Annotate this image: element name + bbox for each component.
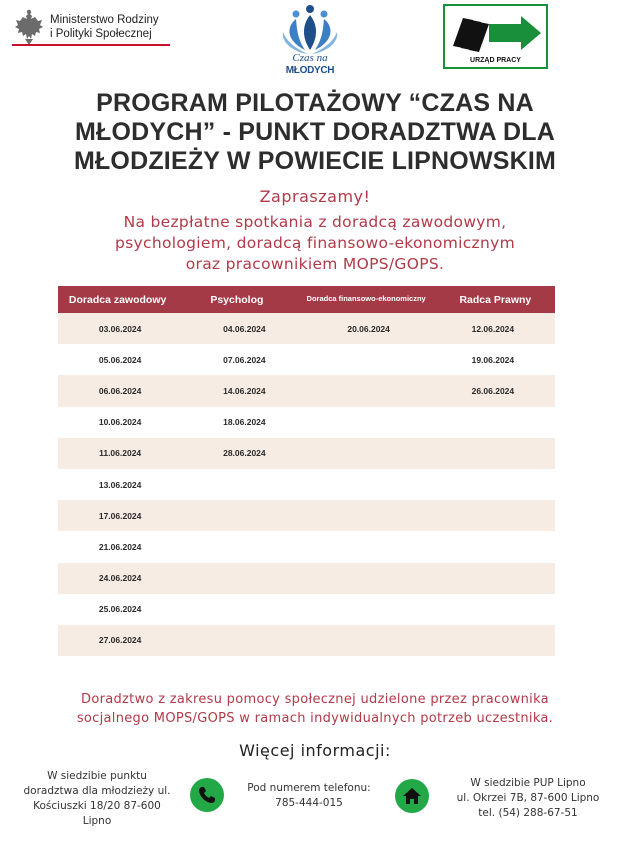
table-cell: 03.06.2024 (98, 323, 142, 334)
table-cell: 14.06.2024 (223, 385, 266, 396)
contact3-line2: ul. Okrzei 7B, 87-600 Lipno (456, 792, 600, 804)
table-cell (431, 531, 555, 562)
title-line2: MŁODYCH” - PUNKT DORADZTWA DLA (74, 118, 556, 146)
table-row (58, 438, 555, 469)
czas-logo-title: Czas na (292, 52, 328, 64)
table-cell: 26.06.2024 (471, 385, 515, 396)
table-cell: 17.06.2024 (98, 510, 142, 521)
czas-na-mlodych-logo (275, 2, 345, 82)
ministry-line2: i Polityki Społecznej (50, 28, 152, 40)
czas-logo-subtitle: MŁODYCH (285, 65, 335, 76)
table-cell: 07.06.2024 (223, 354, 266, 365)
title-line1: PROGRAM PILOTAŻOWY “CZAS NA (96, 89, 534, 117)
table-cell: 19.06.2024 (471, 354, 515, 365)
page-title (30, 89, 600, 176)
table-row (58, 625, 555, 656)
ministry-rule (12, 44, 170, 46)
eagle-emblem-icon (12, 9, 46, 47)
table-cell (307, 375, 431, 406)
table-cell: 21.06.2024 (98, 541, 142, 552)
intro-line3: oraz pracownikiem MOPS/GOPS. (185, 255, 445, 273)
table-row (58, 563, 555, 594)
table-cell (58, 656, 182, 687)
contact-pup-office (438, 776, 618, 821)
column-header-doradca-finansowy: Doradca finansowo-ekonomiczny (306, 294, 426, 304)
table-cell: 27.06.2024 (98, 635, 142, 646)
column-header-psycholog: Psycholog (210, 293, 264, 306)
schedule-header-row (58, 286, 555, 313)
column-header-doradca-zawodowy: Doradca zawodowy (68, 293, 167, 306)
phone-icon (190, 778, 224, 812)
contact2-line1: Pod numerem telefonu: (247, 782, 371, 794)
table-cell (307, 594, 431, 625)
pup-logo-label: URZĄD PRACY (470, 57, 521, 64)
table-cell: 12.06.2024 (471, 323, 515, 334)
table-cell (431, 594, 555, 625)
people-figures-icon (275, 2, 345, 58)
table-row (58, 469, 555, 500)
table-cell: 25.06.2024 (98, 604, 142, 615)
table-cell (182, 563, 306, 594)
table-cell: 11.06.2024 (99, 448, 142, 459)
table-cell (182, 625, 306, 656)
note-line2: socjalnego MOPS/GOPS w ramach indywidualnych potrzeb uczestnika. (76, 711, 554, 726)
social-assistance-note (20, 690, 610, 728)
table-row (58, 531, 555, 562)
intro-line2: psychologiem, doradcą finansowo-ekonomicznym (115, 234, 515, 252)
table-cell (431, 469, 555, 500)
invite-text: Zapraszamy! (259, 187, 371, 206)
table-cell (431, 500, 555, 531)
title-line3: MŁODZIEŻY W POWIECIE LIPNOWSKIM (73, 147, 557, 175)
ministry-line1: Ministerstwo Rodziny (50, 14, 159, 26)
table-cell (182, 531, 306, 562)
table-cell (182, 594, 306, 625)
schedule-table (58, 286, 555, 687)
table-cell (431, 438, 555, 469)
contact1-line3: Kościuszki 18/20 87-600 (33, 800, 161, 812)
table-cell (431, 563, 555, 594)
table-cell (307, 563, 431, 594)
table-row (58, 407, 555, 438)
table-cell (431, 656, 555, 687)
table-cell (307, 656, 431, 687)
intro-text (60, 212, 570, 275)
ministry-name (50, 9, 159, 41)
table-cell: 13.06.2024 (98, 479, 142, 490)
table-row (58, 375, 555, 406)
table-row (58, 594, 555, 625)
schedule-body (58, 313, 555, 687)
table-cell: 24.06.2024 (98, 573, 142, 584)
contact3-line3: tel. (54) 288-67-51 (478, 807, 578, 819)
table-row (58, 656, 555, 687)
table-cell: 28.06.2024 (223, 448, 266, 459)
table-cell: 18.06.2024 (223, 417, 266, 428)
contact2-line2: 785-444-015 (275, 797, 343, 809)
home-icon (395, 779, 429, 813)
table-cell (307, 500, 431, 531)
table-cell: 05.06.2024 (98, 354, 142, 365)
table-cell (307, 438, 431, 469)
table-cell: 20.06.2024 (347, 323, 390, 334)
contact3-line1: W siedzibie PUP Lipno (470, 777, 586, 789)
table-row (58, 344, 555, 375)
urzad-pracy-logo (443, 4, 548, 69)
intro-line1: Na bezpłatne spotkania z doradcą zawodowym, (123, 213, 507, 231)
table-cell: 04.06.2024 (223, 323, 266, 334)
table-cell (431, 625, 555, 656)
contact1-line1: W siedzibie punktu (47, 770, 147, 782)
contact1-line4: Lipno (82, 815, 112, 827)
table-cell (182, 500, 306, 531)
table-cell (307, 407, 431, 438)
table-cell (182, 469, 306, 500)
contact1-line2: doradztwa dla młodzieży ul. (23, 785, 171, 797)
more-info-heading: Więcej informacji: (239, 741, 391, 760)
note-line1: Doradztwo z zakresu pomocy społecznej udzielone przez pracownika (81, 692, 549, 707)
table-row (58, 313, 555, 344)
arrow-cards-icon (449, 10, 544, 55)
table-cell (431, 407, 555, 438)
table-cell (307, 531, 431, 562)
contact-office-address (4, 769, 190, 829)
contact-phone (229, 781, 389, 811)
table-cell: 06.06.2024 (98, 385, 142, 396)
table-cell (182, 656, 306, 687)
table-cell (307, 469, 431, 500)
column-header-radca-prawny: Radca Prawny (459, 293, 532, 306)
ministry-logo (12, 9, 172, 49)
table-cell (307, 625, 431, 656)
table-cell: 10.06.2024 (98, 417, 142, 428)
table-cell (307, 344, 431, 375)
table-row (58, 500, 555, 531)
